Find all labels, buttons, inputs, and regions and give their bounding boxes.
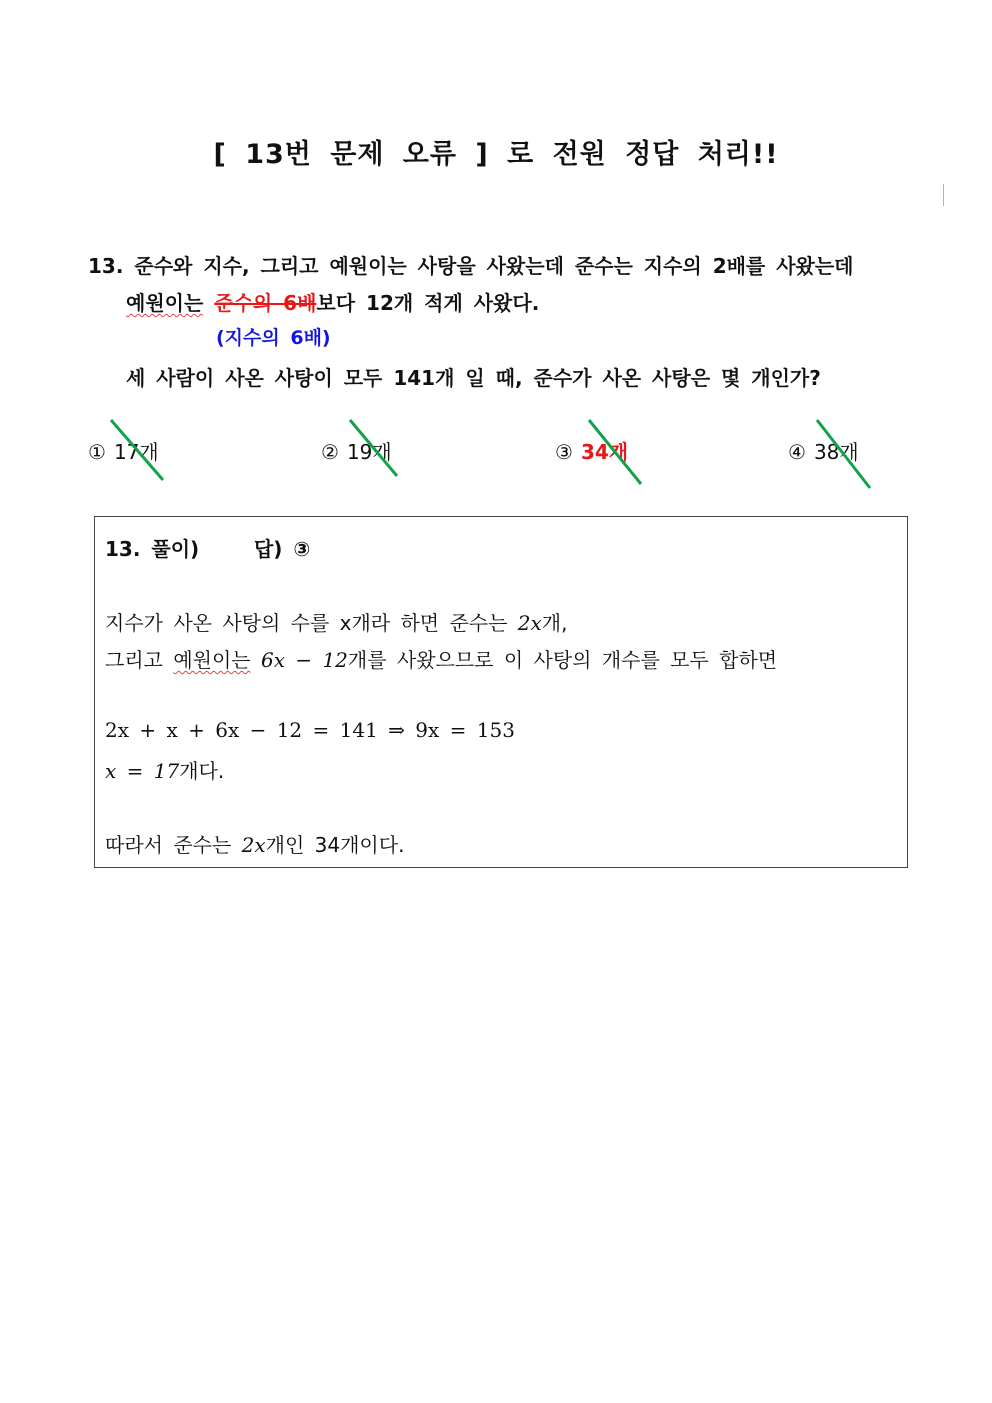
slash-mark-icon	[814, 418, 874, 490]
notice-title: [ 13번 문제 오류 ] 로 전원 정답 처리!!	[213, 139, 779, 170]
choice-4-num: ④	[788, 440, 806, 464]
solution-header: 13. 풀이) 답) ③	[105, 537, 311, 561]
solution-line-2: 그리고 예원이는 6x − 12개를 사왔으므로 이 사탕의 개수를 모두 합하면	[105, 648, 778, 672]
slash-mark-icon	[347, 418, 407, 490]
choice-1-num: ①	[88, 440, 106, 464]
solution-box	[94, 516, 908, 868]
struck-text: 준수의 6배	[214, 291, 317, 315]
choice-3-num: ③	[555, 440, 573, 464]
equation-1: 2x + x + 6x − 12 = 141 ⇒ 9x = 153	[105, 718, 515, 742]
choice-2-num: ②	[321, 440, 339, 464]
solution-conclusion: 따라서 준수는 2x개인 34개이다.	[105, 833, 405, 857]
slash-mark-icon	[586, 418, 646, 490]
choice-4-value: 38개	[813, 440, 859, 464]
choice-2-value: 19개	[346, 440, 392, 464]
choice-1-value: 17개	[113, 440, 159, 464]
question-line-2	[126, 287, 539, 316]
equation-2: x = 17개다.	[105, 759, 225, 783]
underlined-name: 예원이는	[126, 291, 204, 315]
margin-marker	[943, 184, 944, 206]
question-line-1: 13. 준수와 지수, 그리고 예원이는 사탕을 사왔는데 준수는 지수의 2배를 사왔는데	[88, 254, 854, 278]
solution-line-1: 지수가 사온 사탕의 수를 x개라 하면 준수는 2x개,	[105, 611, 568, 635]
slash-mark-icon	[108, 418, 168, 490]
choice-3-value: 34개	[580, 440, 629, 464]
correction-note: (지수의 6배)	[216, 327, 331, 349]
question-line-2-rest: 보다 12개 적게 사왔다.	[316, 291, 540, 315]
question-line-4: 세 사람이 사온 사탕이 모두 141개 일 때, 준수가 사온 사탕은 몇 개인가?	[126, 366, 821, 390]
